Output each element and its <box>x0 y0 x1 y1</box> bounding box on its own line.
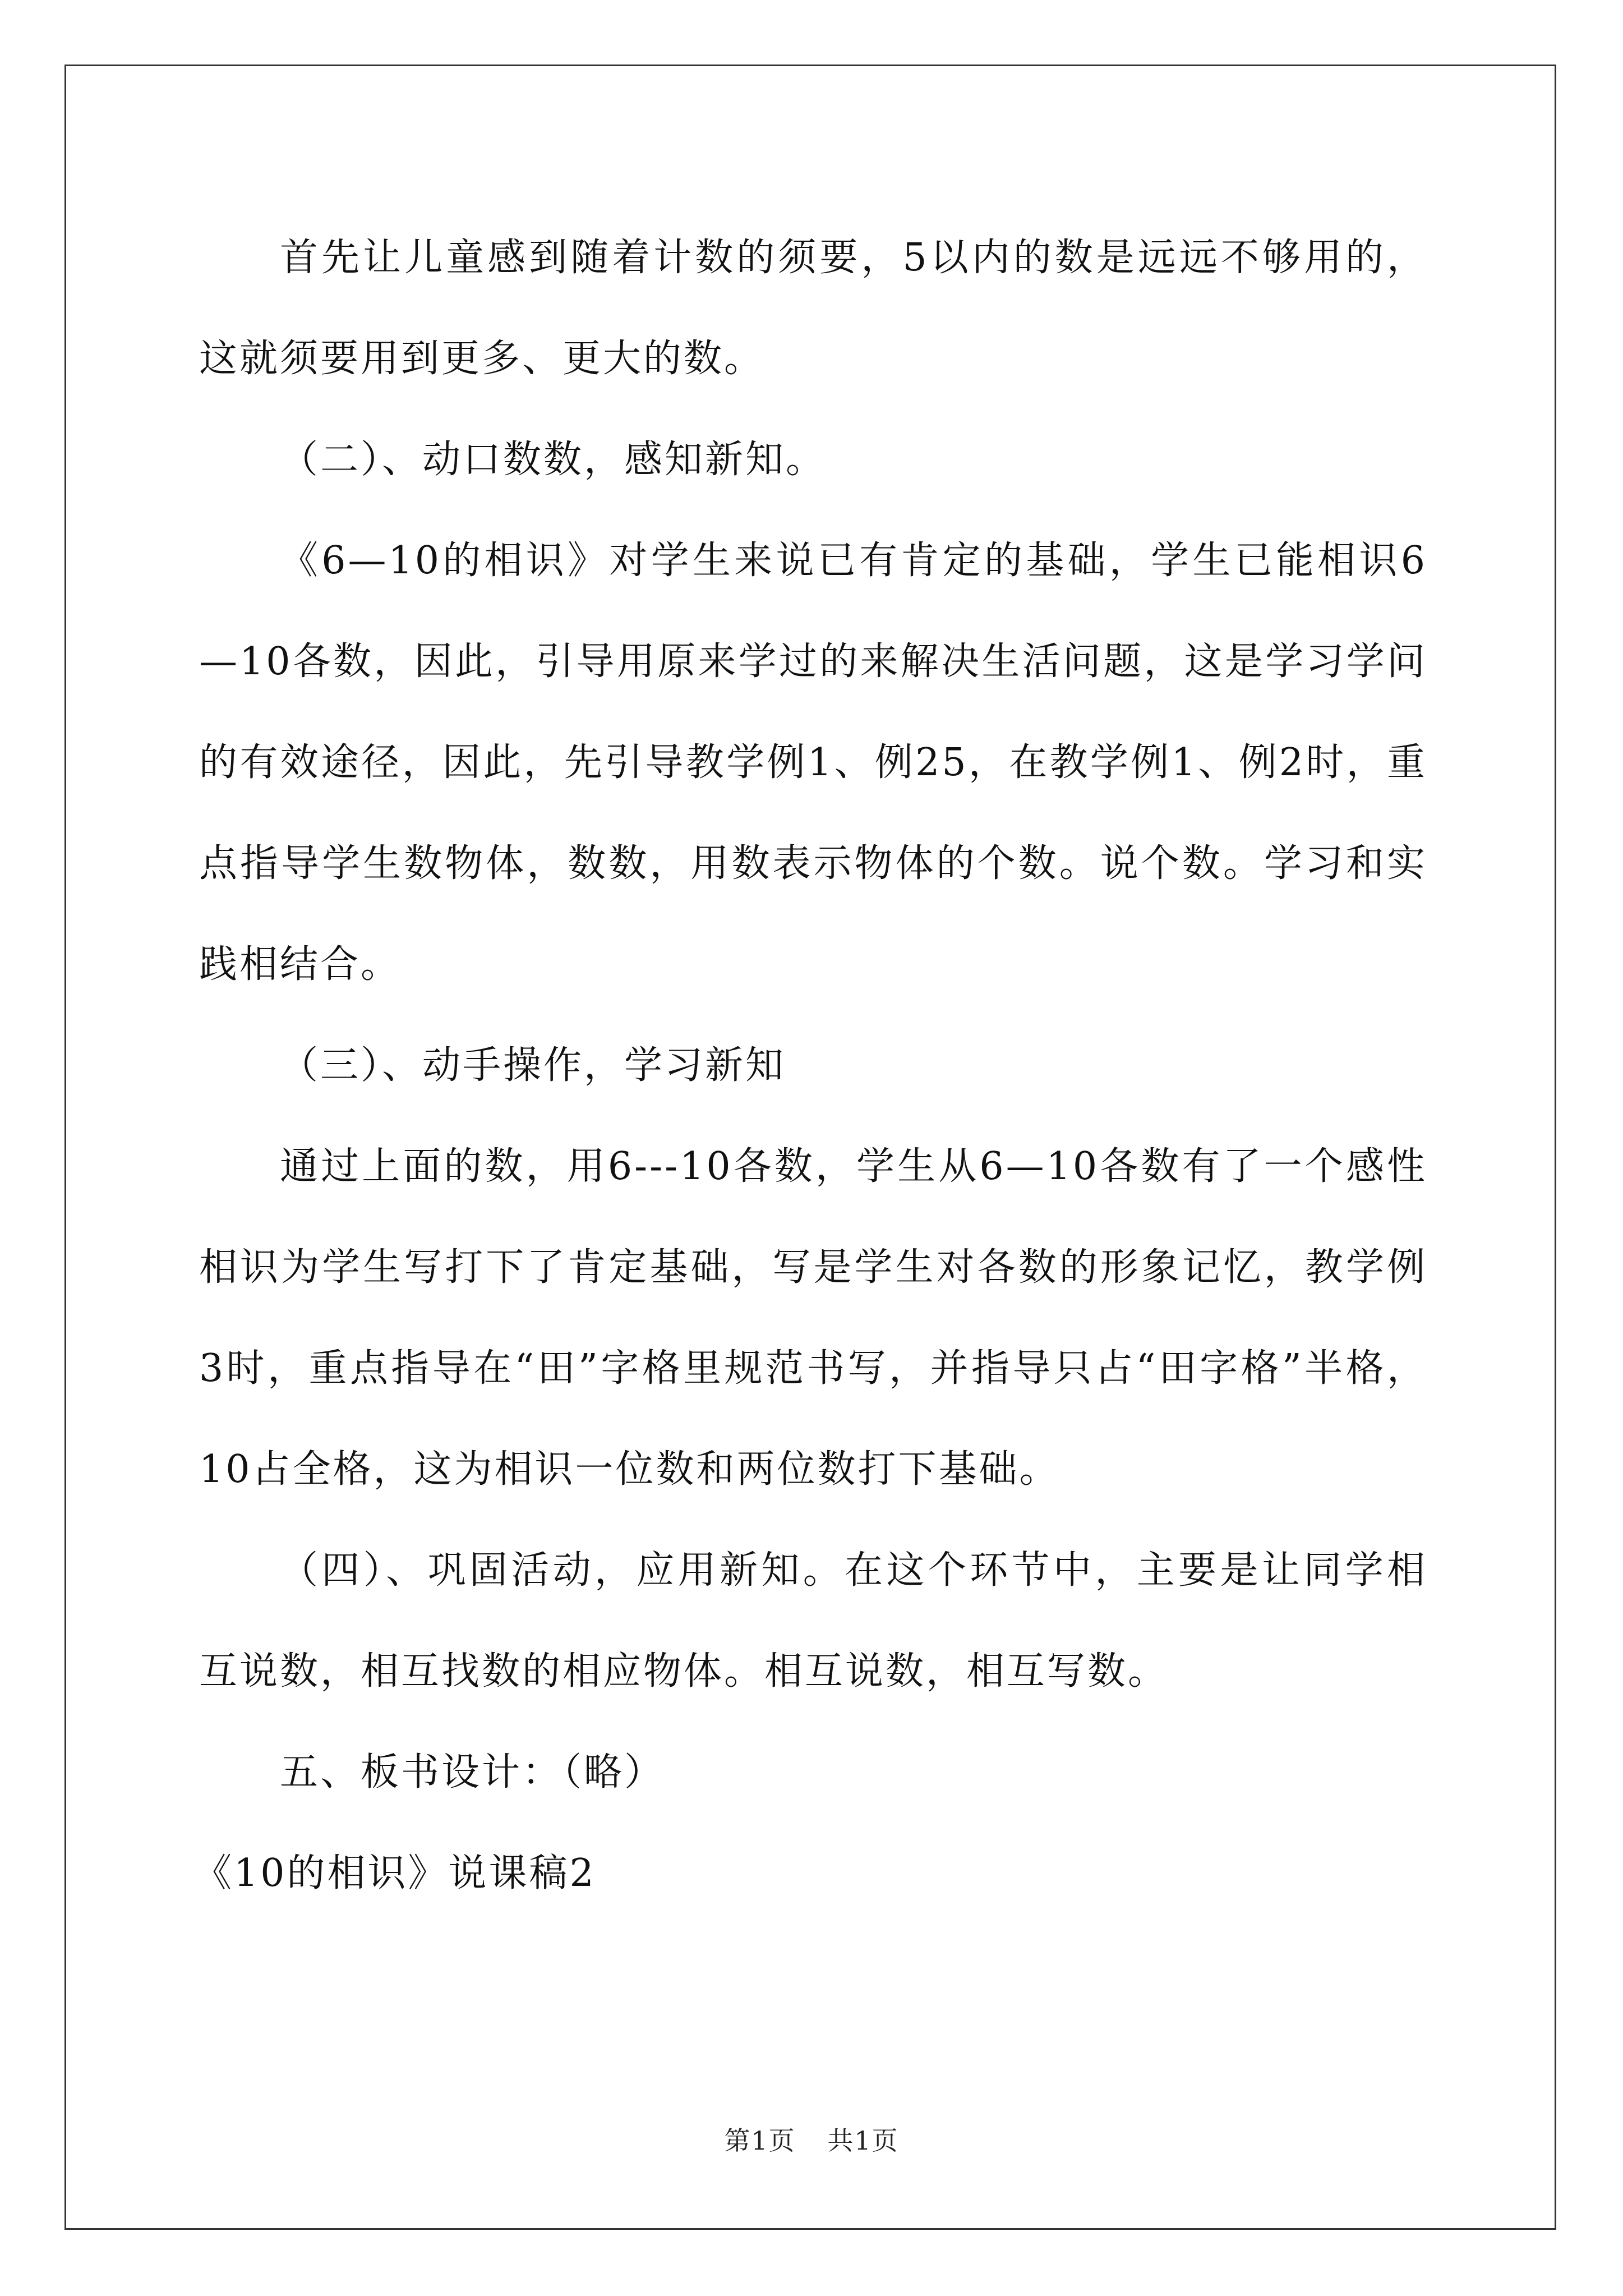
document-body <box>193 208 1428 1924</box>
section-heading-5: 五、板书设计：（略） <box>280 1750 665 1795</box>
paragraph-intro: 首先让儿童感到随着计数的须要，5以内的数是远远不够用的，这就须要用到更多、更大的数。 <box>199 236 1428 381</box>
page-number-total: 共1页 <box>827 2125 899 2156</box>
page-number-current: 第1页 <box>724 2125 796 2156</box>
section-heading-2: （二）、动口数数，感知新知。 <box>280 438 827 482</box>
paragraph-section-3: 通过上面的数，用6---10各数，学生从6—10各数有了一个感性相识为学生写打下了肯定基础，写是学生对各数的形象记忆，教学例3时，重点指导在“田”字格里规范书写，并指导只占“田字格”半格，10占全格，这为相识一位数和两位数打下基础。 <box>199 1144 1427 1492</box>
page-footer <box>0 2120 1623 2157</box>
section-heading-3: （三）、动手操作，学习新知 <box>280 1043 786 1088</box>
document-title-next: 《10的相识》说课稿2 <box>193 1851 596 1895</box>
paragraph-section-4: （四）、巩固活动，应用新知。在这个环节中，主要是让同学相互说数，相互找数的相应物体。相互说数，相互写数。 <box>199 1548 1427 1694</box>
paragraph-section-2: 《6—10的相识》对学生来说已有肯定的基础，学生已能相识6—10各数，因此，引导用原来学过的来解决生活问题，这是学习学问的有效途径，因此，先引导教学例1、例25，在教学例1、例2时，重点指导学生数物体，数数，用数表示物体的个数。说个数。学习和实践相结合。 <box>199 539 1427 987</box>
